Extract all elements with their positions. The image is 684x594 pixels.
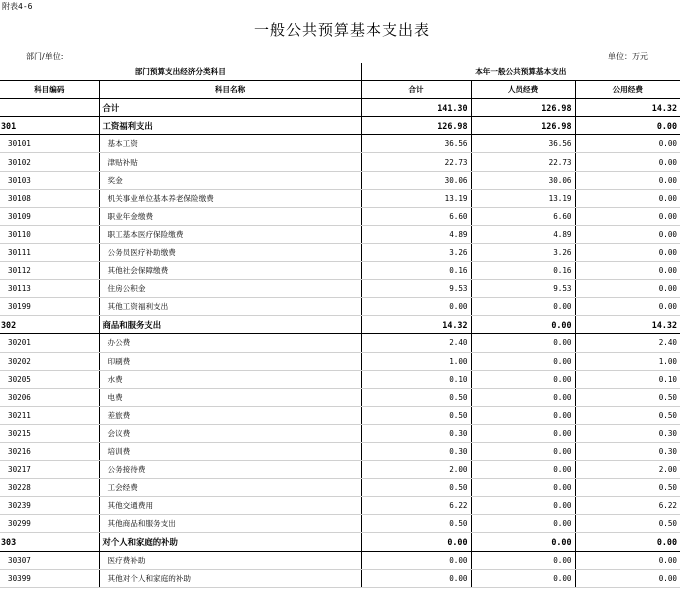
row-name: 合计 xyxy=(99,99,361,117)
row-name: 对个人和家庭的补助 xyxy=(99,533,361,551)
row-public: 0.00 xyxy=(575,569,680,587)
table-row xyxy=(0,442,680,460)
row-code: 301 xyxy=(0,117,99,135)
header-total: 合计 xyxy=(361,81,471,99)
row-code: 30109 xyxy=(0,207,99,225)
row-personnel: 30.06 xyxy=(471,171,575,189)
table-row xyxy=(0,189,680,207)
row-total: 0.30 xyxy=(361,424,471,442)
table-row xyxy=(0,207,680,225)
row-public: 1.00 xyxy=(575,352,680,370)
table-row xyxy=(0,424,680,442)
row-public: 0.00 xyxy=(575,280,680,298)
row-public: 0.00 xyxy=(575,225,680,243)
table-body xyxy=(0,99,680,588)
row-name: 工会经费 xyxy=(99,479,361,497)
row-name: 办公费 xyxy=(99,334,361,352)
row-name: 电费 xyxy=(99,388,361,406)
row-total: 0.00 xyxy=(361,551,471,569)
row-total: 1.00 xyxy=(361,352,471,370)
row-code: 30108 xyxy=(0,189,99,207)
unit-label: 单位：万元 xyxy=(608,52,648,61)
row-code: 30206 xyxy=(0,388,99,406)
row-code: 302 xyxy=(0,316,99,334)
table-row xyxy=(0,388,680,406)
row-public: 0.00 xyxy=(575,189,680,207)
row-personnel: 0.00 xyxy=(471,352,575,370)
row-name: 机关事业单位基本养老保险缴费 xyxy=(99,189,361,207)
header-group-right: 本年一般公共预算基本支出 xyxy=(361,63,680,81)
row-code: 30239 xyxy=(0,497,99,515)
row-personnel: 4.89 xyxy=(471,225,575,243)
row-name: 奖金 xyxy=(99,171,361,189)
row-name: 其他对个人和家庭的补助 xyxy=(99,569,361,587)
row-name: 医疗费补助 xyxy=(99,551,361,569)
row-total: 0.10 xyxy=(361,370,471,388)
row-name: 基本工资 xyxy=(99,135,361,153)
row-public: 2.40 xyxy=(575,334,680,352)
row-personnel: 0.00 xyxy=(471,515,575,533)
page-title: 一般公共预算基本支出表 xyxy=(253,21,430,39)
row-public: 2.00 xyxy=(575,461,680,479)
row-name: 职业年金缴费 xyxy=(99,207,361,225)
row-personnel: 0.00 xyxy=(471,424,575,442)
table-row xyxy=(0,551,680,569)
table-row xyxy=(0,461,680,479)
row-personnel: 13.19 xyxy=(471,189,575,207)
row-total: 141.30 xyxy=(361,99,471,117)
row-total: 0.50 xyxy=(361,388,471,406)
row-public: 0.00 xyxy=(575,171,680,189)
row-code: 30216 xyxy=(0,442,99,460)
row-personnel: 0.00 xyxy=(471,316,575,334)
row-public: 0.00 xyxy=(575,117,680,135)
row-name: 津贴补贴 xyxy=(99,153,361,171)
row-public: 0.50 xyxy=(575,388,680,406)
row-public: 0.50 xyxy=(575,406,680,424)
row-name: 住房公积金 xyxy=(99,280,361,298)
row-public: 6.22 xyxy=(575,497,680,515)
header-personnel: 人员经费 xyxy=(471,81,575,99)
row-total: 0.50 xyxy=(361,515,471,533)
table-row xyxy=(0,479,680,497)
row-personnel: 0.00 xyxy=(471,497,575,515)
row-public: 0.00 xyxy=(575,551,680,569)
table-row xyxy=(0,497,680,515)
row-code: 30110 xyxy=(0,225,99,243)
row-total: 0.30 xyxy=(361,442,471,460)
table-row xyxy=(0,533,680,551)
row-public: 0.50 xyxy=(575,479,680,497)
table-row xyxy=(0,135,680,153)
row-personnel: 22.73 xyxy=(471,153,575,171)
row-code: 30102 xyxy=(0,153,99,171)
row-public: 0.00 xyxy=(575,298,680,316)
attachment-label: 附表4-6 xyxy=(2,2,33,11)
table-row xyxy=(0,370,680,388)
dept-label: 部门/单位: xyxy=(26,52,64,61)
row-public: 0.30 xyxy=(575,442,680,460)
row-total: 2.40 xyxy=(361,334,471,352)
header-public: 公用经费 xyxy=(575,81,680,99)
row-personnel: 0.00 xyxy=(471,479,575,497)
row-code: 30217 xyxy=(0,461,99,479)
row-public: 0.00 xyxy=(575,153,680,171)
row-personnel: 9.53 xyxy=(471,280,575,298)
row-total: 0.50 xyxy=(361,479,471,497)
table-row xyxy=(0,243,680,261)
row-total: 9.53 xyxy=(361,280,471,298)
row-code: 30215 xyxy=(0,424,99,442)
table-row xyxy=(0,334,680,352)
row-public: 0.00 xyxy=(575,533,680,551)
table-row xyxy=(0,569,680,587)
row-name: 商品和服务支出 xyxy=(99,316,361,334)
row-code: 303 xyxy=(0,533,99,551)
row-name: 其他商品和服务支出 xyxy=(99,515,361,533)
row-code: 30307 xyxy=(0,551,99,569)
row-code: 30211 xyxy=(0,406,99,424)
row-name: 会议费 xyxy=(99,424,361,442)
row-personnel: 0.00 xyxy=(471,334,575,352)
row-name: 差旅费 xyxy=(99,406,361,424)
row-code: 30103 xyxy=(0,171,99,189)
row-code: 30201 xyxy=(0,334,99,352)
row-public: 0.30 xyxy=(575,424,680,442)
row-code: 30111 xyxy=(0,243,99,261)
row-public: 0.00 xyxy=(575,243,680,261)
row-public: 0.00 xyxy=(575,207,680,225)
table-row xyxy=(0,316,680,334)
row-personnel: 0.00 xyxy=(471,551,575,569)
table-row xyxy=(0,352,680,370)
row-total: 0.16 xyxy=(361,262,471,280)
row-personnel: 0.00 xyxy=(471,388,575,406)
row-public: 0.50 xyxy=(575,515,680,533)
table-row xyxy=(0,171,680,189)
row-total: 0.00 xyxy=(361,569,471,587)
row-personnel: 0.00 xyxy=(471,406,575,424)
budget-table xyxy=(0,63,680,588)
row-name: 水费 xyxy=(99,370,361,388)
header-group-left: 部门预算支出经济分类科目 xyxy=(0,63,361,81)
row-personnel: 126.98 xyxy=(471,99,575,117)
header-column-row xyxy=(0,81,680,99)
row-total: 0.00 xyxy=(361,533,471,551)
row-total: 4.89 xyxy=(361,225,471,243)
row-personnel: 0.00 xyxy=(471,298,575,316)
row-personnel: 3.26 xyxy=(471,243,575,261)
row-name: 印刷费 xyxy=(99,352,361,370)
table-row xyxy=(0,515,680,533)
row-code: 30299 xyxy=(0,515,99,533)
row-personnel: 126.98 xyxy=(471,117,575,135)
row-personnel: 0.00 xyxy=(471,370,575,388)
row-total: 6.60 xyxy=(361,207,471,225)
row-code: 30228 xyxy=(0,479,99,497)
row-total: 126.98 xyxy=(361,117,471,135)
row-name: 其他工资福利支出 xyxy=(99,298,361,316)
table-row xyxy=(0,225,680,243)
row-personnel: 0.00 xyxy=(471,442,575,460)
row-personnel: 0.00 xyxy=(471,533,575,551)
row-name: 职工基本医疗保险缴费 xyxy=(99,225,361,243)
row-name: 培训费 xyxy=(99,442,361,460)
row-code: 30399 xyxy=(0,569,99,587)
row-total: 22.73 xyxy=(361,153,471,171)
row-name: 其他交通费用 xyxy=(99,497,361,515)
row-personnel: 0.00 xyxy=(471,461,575,479)
table-row xyxy=(0,406,680,424)
row-code xyxy=(0,99,99,117)
row-public: 0.00 xyxy=(575,262,680,280)
table-row xyxy=(0,117,680,135)
row-total: 2.00 xyxy=(361,461,471,479)
row-total: 30.06 xyxy=(361,171,471,189)
row-code: 30202 xyxy=(0,352,99,370)
table-row xyxy=(0,262,680,280)
row-personnel: 0.00 xyxy=(471,569,575,587)
row-total: 0.00 xyxy=(361,298,471,316)
table-row xyxy=(0,153,680,171)
row-name: 公务员医疗补助缴费 xyxy=(99,243,361,261)
row-total: 6.22 xyxy=(361,497,471,515)
table-row xyxy=(0,280,680,298)
header-group-row xyxy=(0,63,680,81)
row-code: 30205 xyxy=(0,370,99,388)
header-code: 科目编码 xyxy=(0,81,99,99)
row-total: 13.19 xyxy=(361,189,471,207)
row-personnel: 0.16 xyxy=(471,262,575,280)
row-public: 0.00 xyxy=(575,135,680,153)
row-name: 其他社会保障缴费 xyxy=(99,262,361,280)
row-code: 30199 xyxy=(0,298,99,316)
row-code: 30101 xyxy=(0,135,99,153)
row-total: 0.50 xyxy=(361,406,471,424)
row-public: 14.32 xyxy=(575,99,680,117)
row-public: 0.10 xyxy=(575,370,680,388)
row-name: 公务接待费 xyxy=(99,461,361,479)
row-total: 36.56 xyxy=(361,135,471,153)
row-code: 30112 xyxy=(0,262,99,280)
table-row xyxy=(0,99,680,117)
row-total: 14.32 xyxy=(361,316,471,334)
header-name: 科目名称 xyxy=(99,81,361,99)
row-personnel: 36.56 xyxy=(471,135,575,153)
table-row xyxy=(0,298,680,316)
row-total: 3.26 xyxy=(361,243,471,261)
row-public: 14.32 xyxy=(575,316,680,334)
row-name: 工资福利支出 xyxy=(99,117,361,135)
row-code: 30113 xyxy=(0,280,99,298)
row-personnel: 6.60 xyxy=(471,207,575,225)
